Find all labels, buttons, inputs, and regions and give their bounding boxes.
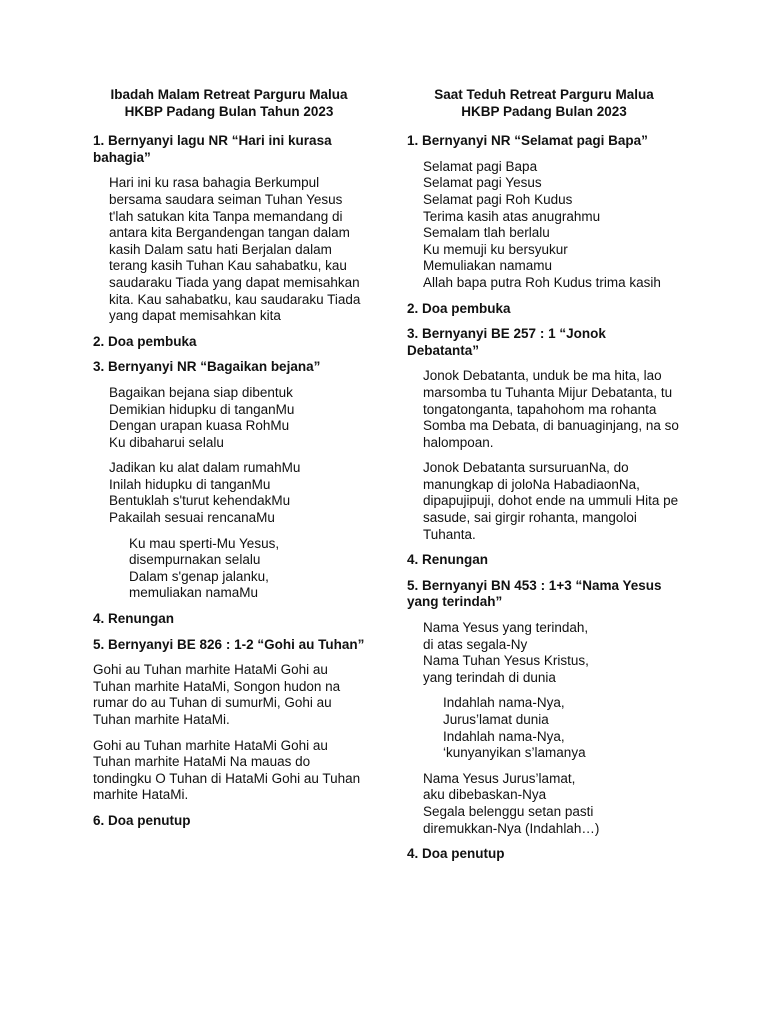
- left-item-3-heading: 3. Bernyanyi NR “Bagaikan bejana”: [93, 359, 321, 375]
- lyric-line: Selamat pagi Yesus: [423, 175, 542, 191]
- right-title-line1: Saat Teduh Retreat Parguru Malua: [434, 87, 654, 102]
- lyric-line: Jurus’lamat dunia: [443, 712, 549, 727]
- right-song3-stanza2: Jonok Debatanta sursuruanNa, do manungkap di joloNa HabadiaonNa, dipapujipuji, dohot ende na ummuli Hita pe sasude, sai girgir rohanta, mangoloi Tuhanta.: [423, 460, 679, 542]
- left-item-6-heading: 6. Doa penutup: [93, 812, 191, 828]
- lyric-line: memuliakan namaMu: [129, 585, 259, 601]
- left-item-2-heading: 2. Doa pembuka: [93, 333, 197, 349]
- lyric-line: Pakailah sesuai rencanaMu: [109, 510, 275, 526]
- left-item-5-heading: 5. Bernyanyi BE 826 : 1-2 “Gohi au Tuhan”: [93, 636, 365, 652]
- right-item-2-heading: 2. Doa pembuka: [407, 300, 511, 316]
- lyric-line: Jadikan ku alat dalam rumahMu: [109, 460, 301, 476]
- right-column: [407, 87, 681, 872]
- left-song3-refrain: [93, 536, 365, 602]
- lyric-line: Dalam s'genap jalanku,: [129, 568, 269, 584]
- right-title-line2: HKBP Padang Bulan 2023: [461, 103, 627, 119]
- right-item-4-heading: 4. Renungan: [407, 552, 489, 568]
- left-song1-lyrics: Hari ini ku rasa bahagia Berkumpul bersama saudara seiman Tuhan Yesus t'lah satukan kita Tanpa memandang di antara kita Bergandengan tangan dalam kasih Dalam satu hati Berjalan dalam terang kasih Tuhan Kau sahabatku, kau saudaraku Tiada yang dapat memisahkan kita. Kau sahabatku, kau saudaraku Tiada yang dapat memisahkan kita: [109, 175, 361, 324]
- lyric-line: yang terindah di dunia: [423, 669, 556, 685]
- right-item-3-heading: 3. Bernyanyi BE 257 : 1 “Jonok Debatanta”: [407, 326, 606, 358]
- left-song5-stanza1: Gohi au Tuhan marhite HataMi Gohi au Tuhan marhite HataMi, Songon hudon na rumar do au Tuhan di sumurMi, Gohi au Tuhan marhite HataMi.: [93, 662, 341, 727]
- lyric-line: ‘kunyanyikan s’lamanya: [443, 745, 586, 761]
- lyric-line: Nama Tuhan Yesus Kristus,: [423, 653, 589, 669]
- right-song5-refrain: [407, 695, 681, 761]
- right-item-6-heading: 4. Doa penutup: [407, 846, 505, 862]
- lyric-line: Indahlah nama-Nya,: [443, 695, 565, 711]
- lyric-line: Indahlah nama-Nya,: [443, 728, 565, 744]
- lyric-line: disempurnakan selalu: [129, 552, 261, 568]
- left-song3-stanza2: [93, 460, 365, 526]
- lyric-line: Allah bapa putra Roh Kudus trima kasih: [423, 274, 661, 290]
- right-title: [407, 87, 681, 120]
- left-item-4-heading: 4. Renungan: [93, 611, 175, 627]
- left-item-1-heading: 1. Bernyanyi lagu NR “Hari ini kurasa bahagia”: [93, 133, 332, 165]
- right-song3-stanza1: Jonok Debatanta, unduk be ma hita, lao marsomba tu Tuhanta Mijur Debatanta, tu tongatonganta, tapahohom ma rohanta Somba ma Debata, di banuaginjang, na so halompoan.: [423, 368, 679, 450]
- left-title-line1: Ibadah Malam Retreat Parguru Malua: [110, 87, 348, 102]
- lyric-line: aku dibebaskan-Nya: [423, 787, 547, 803]
- lyric-line: Inilah hidupku di tanganMu: [109, 476, 271, 492]
- lyric-line: Selamat pagi Bapa: [423, 158, 538, 174]
- lyric-line: Bagaikan bejana siap dibentuk: [109, 384, 293, 400]
- lyric-line: Dengan urapan kuasa RohMu: [109, 418, 290, 434]
- lyric-line: Ku mau sperti-Mu Yesus,: [129, 535, 280, 551]
- left-column: [93, 87, 365, 839]
- right-item-5-heading: 5. Bernyanyi BN 453 : 1+3 “Nama Yesus yang terindah”: [407, 577, 662, 610]
- lyric-line: Semalam tlah berlalu: [423, 225, 550, 241]
- right-item-1-heading: 1. Bernyanyi NR “Selamat pagi Bapa”: [407, 133, 648, 149]
- lyric-line: Selamat pagi Roh Kudus: [423, 191, 573, 207]
- lyric-line: diremukkan-Nya (Indahlah…): [423, 820, 600, 836]
- lyric-line: Segala belenggu setan pasti: [423, 803, 594, 819]
- left-song5-stanza2: Gohi au Tuhan marhite HataMi Gohi au Tuhan marhite HataMi Na mauas do tondingku O Tuhan di HataMi Gohi au Tuhan marhite HataMi.: [93, 737, 361, 803]
- right-song5-stanza1: [407, 620, 681, 686]
- left-title-line2: HKBP Padang Bulan Tahun 2023: [124, 103, 334, 119]
- left-song3-stanza1: [93, 385, 365, 451]
- lyric-line: Ku memuji ku bersyukur: [423, 241, 568, 257]
- left-title: [93, 87, 365, 120]
- right-song5-stanza3: [407, 771, 681, 837]
- lyric-line: Nama Yesus Jurus’lamat,: [423, 770, 576, 786]
- lyric-line: Demikian hidupku di tanganMu: [109, 401, 295, 417]
- lyric-line: Nama Yesus yang terindah,: [423, 620, 589, 636]
- lyric-line: Ku dibaharui selalu: [109, 434, 224, 450]
- right-song1-lyrics: [407, 159, 681, 292]
- lyric-line: di atas segala-Ny: [423, 636, 528, 652]
- lyric-line: Bentuklah s'turut kehendakMu: [109, 493, 291, 509]
- lyric-line: Memuliakan namamu: [423, 258, 553, 274]
- lyric-line: Terima kasih atas anugrahmu: [423, 208, 601, 224]
